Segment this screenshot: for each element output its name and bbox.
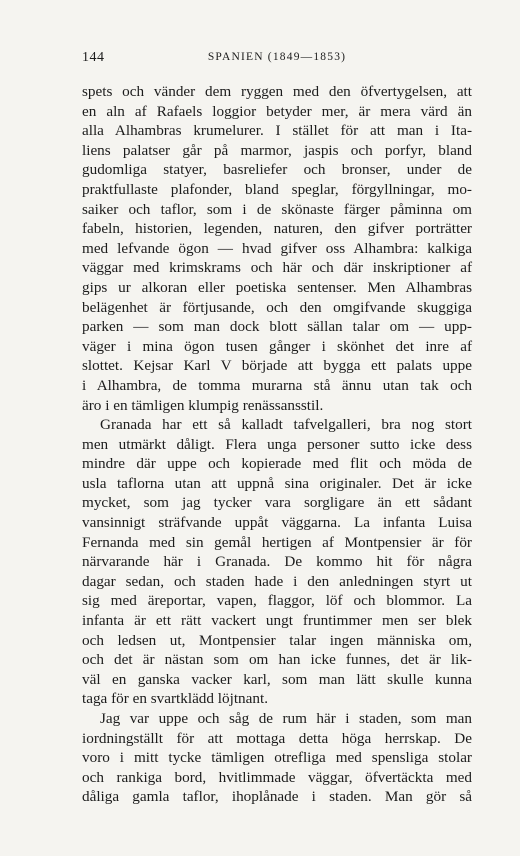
text-line: spets och vänder dem ryggen med den öfvertygelsen, att (82, 83, 472, 100)
text-line: i Alhambra, de tomma murarna stå ännu utan tak och (82, 376, 472, 394)
text-line: gips ur alkoran eller poetiska sentenser. Men Alhambras (82, 278, 472, 296)
paragraph-last-line: taga för en svartklädd löjtnant. (82, 690, 268, 708)
text-line: vansinnigt sträfvande uppåt väggarna. La infanta Luisa (82, 514, 472, 532)
text-line: och rankiga bord, hvitlimmade väggar, öfvertäckta med (82, 768, 472, 786)
text-line: närvarande här i Granada. De kommo hit för några (82, 553, 472, 571)
running-head: SPANIEN (1849—1853) (207, 51, 347, 63)
text-line: infanta är ett rätt vackert ungt fruntimmer men ser blek (82, 612, 472, 630)
text-line: en aln af Rafaels loggior betyder mer, är mera värd än (82, 102, 472, 120)
text-line: Fernanda med sin gemål hertigen af Montpensier är för (82, 533, 472, 551)
text-line: med lefvande ögon — hvad gifver oss Alhambra: kalkiga (82, 239, 472, 257)
text-line: slottet. Kejsar Karl V började att bygga ett palats uppe (82, 357, 472, 375)
text-line: voro i mitt tycke tämligen otrefliga med spensliga stolar (82, 749, 472, 767)
page-number: 144 (82, 50, 105, 65)
text-line: iordningställt för att mottaga detta höga herrskap. De (82, 729, 472, 747)
paragraph-last-line: äro i en tämligen klumpig renässansstil. (82, 396, 324, 414)
text-line: praktfullaste plafonder, bland speglar, förgyllningar, mo- (82, 180, 472, 198)
text-line: mindre där uppe och kopierade med flit och möda de (82, 455, 472, 473)
text-line: sig med äreportar, vapen, flaggor, löf och blommor. La (82, 592, 472, 610)
page-header (82, 50, 472, 70)
text-line: liens palatser går på marmor, jaspis och porfyr, bland (82, 141, 472, 159)
text-line: usla taflorna utan att uppnå sina originaler. Det är icke (82, 474, 472, 492)
text-line: belägenhet är förtjusande, och den omgifvande skuggiga (82, 298, 472, 316)
text-line: parken — som man dock blott sällan talar om — upp- (82, 318, 472, 336)
text-line: väl en ganska vacker karl, som man lätt skulle kunna (82, 670, 472, 688)
text-line: väger i mina ögon tusen gånger i skönhet det inre af (82, 337, 472, 355)
text-line: saiker och taflor, som i de skönaste färger påminna om (82, 200, 472, 218)
text-line: alla Alhambras krumelurer. I stället för att man i Ita- (82, 122, 472, 140)
text-line: dagar sedan, och staden hade i den anledningen styrt ut (82, 572, 472, 590)
text-line: fabeln, historien, legenden, naturen, den gifver porträtter (82, 220, 472, 238)
text-line: mycket, som jag tycker vara sorgligare än ett sådant (82, 494, 472, 512)
text-line: men utmärkt dåligt. Flera unga personer sutto icke dess (82, 435, 472, 453)
text-line: och ledsen ut, Montpensier talar ingen människa om, (82, 631, 472, 649)
paragraph-first-line: Granada har ett så kalladt tafvelgalleri, bra nog stort (100, 416, 472, 434)
text-line: dåliga gamla taflor, ihoplånade i staden. Man gör så (82, 788, 472, 806)
text-line: väggar med krimskrams och här och där inskriptioner af (82, 259, 472, 277)
body-text (82, 82, 472, 807)
text-line: och det är nästan som om han icke funnes, det är lik- (82, 651, 472, 669)
text-line: gudomliga statyer, basreliefer och bronser, under de (82, 161, 472, 179)
paragraph-first-line: Jag var uppe och såg de rum här i staden, som man (100, 710, 472, 727)
